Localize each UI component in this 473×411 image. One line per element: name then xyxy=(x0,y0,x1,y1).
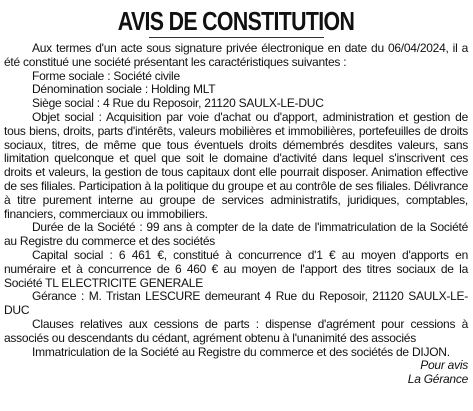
objet-social: Objet social : Acquisition par voie d'achat ou d'apport, administration et gestion de tous biens, droits, parts d'intérêts, valeurs mobilières et immobilières, portefeuilles de droits sociaux, titres, de même que tous éventuels droits démembrés desdites valeurs, sans limitation quelconque et quel que soit le domaine d'activité dans lequel s'inscrivent ces droits et valeurs, la gestion de tous capitaux dont elle pourrait disposer. Animation effective de ses filiales. Participation à la politique du groupe et au contrôle de ses filiales. Délivrance à titre purement interne au groupe de services administratifs, juridiques, comptables, financiers, commerciaux ou immobiliers. xyxy=(4,109,468,221)
intro-paragraph: Aux termes d'un acte sous signature privée électronique en date du 06/04/2024, il a été constitué une société présentant les caractéristiques suivantes : xyxy=(4,41,468,69)
forme-sociale: Forme sociale : Société civile xyxy=(32,68,180,83)
capital-social: Capital social : 6 461 €, constitué à concurrence d'1 € au moyen d'apports en numéraire et à concurrence de 6 460 € au moyen de l'apport des titres sociaux de la Société TL ELECTRICITE GENERALE xyxy=(4,247,468,290)
signature-pour-avis: Pour avis xyxy=(420,358,468,373)
signature-gerance: La Gérance xyxy=(407,372,468,387)
gerance: Gérance : M. Tristan LESCURE demeurant 4 Rue du Reposoir, 21120 SAULX-LE-DUC xyxy=(4,289,468,318)
clauses-cessions: Clauses relatives aux cessions de parts : dispense d'agrément pour cessions à associés ou descendants du cédant, agrément obtenu à l'unanimité des associés xyxy=(4,316,468,345)
legal-notice xyxy=(4,6,468,387)
notice-body xyxy=(4,42,468,359)
notice-title: AVIS DE CONSTITUTION xyxy=(117,6,355,36)
signature-block xyxy=(4,359,468,387)
denomination-sociale: Dénomination sociale : Holding MLT xyxy=(32,82,216,97)
title-underline xyxy=(149,37,324,38)
duree-societe: Durée de la Société : 99 ans à compter de la date de l'immatriculation de la Société au Registre du commerce et des sociétés xyxy=(4,220,468,249)
siege-social: Siège social : 4 Rue du Reposoir, 21120 SAULX-LE-DUC xyxy=(32,96,324,111)
immatriculation: Immatriculation de la Société au Registre du commerce et des sociétés de DIJON. xyxy=(32,344,450,359)
